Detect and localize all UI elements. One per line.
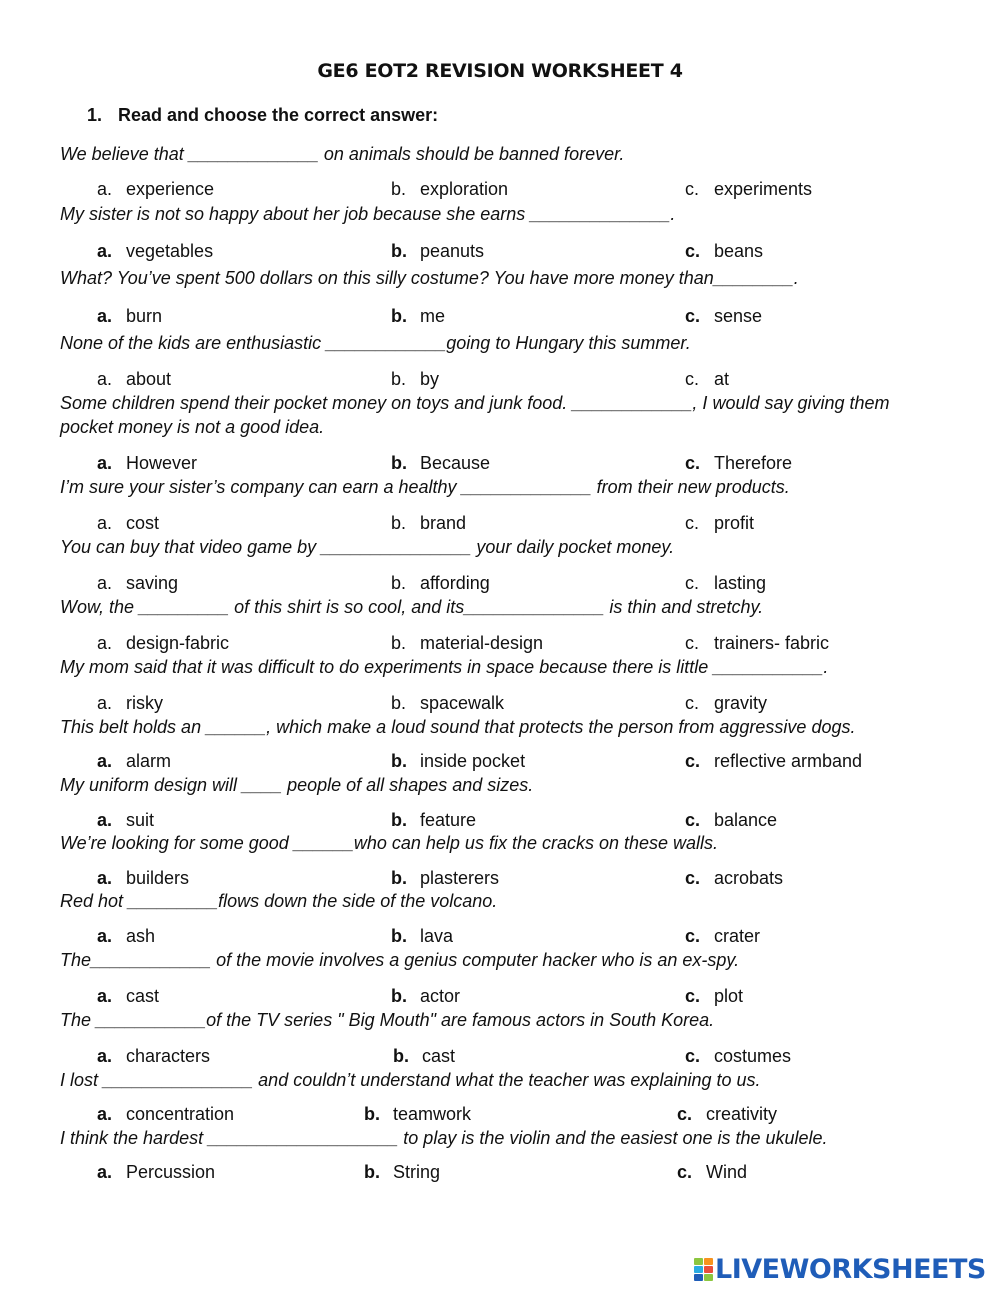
option-text: plot (714, 986, 744, 1006)
question-text: None of the kids are enthusiastic ____________going to Hungary this summer. (60, 333, 691, 353)
answer-option-c[interactable] (685, 367, 729, 391)
option-text: beans (714, 241, 764, 261)
liveworksheets-logo-icon (694, 1258, 713, 1281)
answer-option-a[interactable] (97, 631, 229, 655)
option-letter: b. (391, 306, 407, 326)
answer-option-c[interactable] (685, 984, 743, 1008)
option-text: trainers- fabric (714, 633, 830, 653)
option-letter: c. (685, 306, 701, 326)
option-text: crater (714, 926, 761, 946)
option-text: balance (714, 810, 778, 830)
option-letter: a. (97, 1104, 113, 1124)
answer-option-b[interactable] (391, 304, 445, 328)
option-letter: b. (393, 1046, 409, 1066)
option-letter: c. (685, 751, 701, 771)
question-text: My mom said that it was difficult to do experiments in space because there is little ___________. (60, 657, 829, 677)
option-letter: b. (364, 1162, 380, 1182)
question-text: My sister is not so happy about her job because she earns ______________. (60, 204, 676, 224)
answer-option-b[interactable] (391, 924, 453, 948)
option-letter: a. (97, 573, 113, 593)
option-text: Because (420, 453, 491, 473)
answer-option-b[interactable] (364, 1102, 471, 1126)
question-text: What? You’ve spent 500 dollars on this silly costume? You have more money than________. (60, 268, 799, 288)
option-letter: c. (685, 868, 701, 888)
answer-option-a[interactable] (97, 1102, 234, 1126)
option-letter: b. (391, 986, 407, 1006)
question-text: Wow, the _________ of this shirt is so cool, and its______________ is thin and stretchy. (60, 597, 764, 617)
answer-option-c[interactable] (685, 924, 760, 948)
answer-option-b[interactable] (364, 1160, 440, 1184)
option-letter: b. (364, 1104, 380, 1124)
answer-option-a[interactable] (97, 511, 159, 535)
option-text: alarm (126, 751, 172, 771)
answer-option-c[interactable] (685, 749, 862, 773)
question-text: I lost _______________ and couldn’t understand what the teacher was explaining to us. (60, 1070, 761, 1090)
option-letter: a. (97, 633, 113, 653)
option-letter: c. (685, 633, 700, 653)
answer-option-b[interactable] (391, 631, 543, 655)
page-title: GE6 EOT2 REVISION WORKSHEET 4 (317, 60, 683, 82)
question-text: This belt holds an ______, which make a loud sound that protects the person from aggressive dogs. (60, 717, 856, 737)
answer-option-c[interactable] (685, 631, 829, 655)
option-letter: c. (685, 573, 700, 593)
option-text: cast (422, 1046, 456, 1066)
answer-option-a[interactable] (97, 177, 214, 201)
answer-option-b[interactable] (391, 367, 439, 391)
option-text: cost (126, 513, 160, 533)
option-text: material-design (420, 633, 544, 653)
option-letter: b. (391, 453, 407, 473)
question-text: We believe that _____________ on animals should be banned forever. (60, 144, 625, 164)
option-letter: b. (391, 926, 407, 946)
option-letter: c. (685, 986, 701, 1006)
answer-option-a[interactable] (97, 691, 163, 715)
answer-option-c[interactable] (685, 239, 763, 263)
option-letter: a. (97, 693, 113, 713)
option-text: cast (126, 986, 160, 1006)
option-text: costumes (714, 1046, 792, 1066)
option-text: burn (126, 306, 163, 326)
answer-option-a[interactable] (97, 1160, 215, 1184)
option-letter: a. (97, 810, 113, 830)
answer-option-c[interactable] (685, 808, 777, 832)
question-text: I think the hardest ___________________ to play is the violin and the easiest one is the ukulele. (60, 1128, 828, 1148)
option-letter: c. (685, 241, 701, 261)
answer-option-b[interactable] (391, 866, 499, 890)
option-text: lava (420, 926, 454, 946)
option-letter: a. (97, 868, 113, 888)
option-text: design-fabric (126, 633, 230, 653)
option-text: Percussion (126, 1162, 216, 1182)
answer-option-c[interactable] (685, 1044, 791, 1068)
answer-option-b[interactable] (391, 511, 466, 535)
option-letter: b. (391, 179, 407, 199)
option-letter: b. (391, 868, 407, 888)
option-text: profit (714, 513, 755, 533)
question-text: I’m sure your sister’s company can earn a healthy _____________ from their new products. (60, 477, 790, 497)
option-text: ash (126, 926, 156, 946)
option-text: brand (420, 513, 467, 533)
option-text: concentration (126, 1104, 235, 1124)
option-letter: a. (97, 1162, 113, 1182)
option-text: experiments (714, 179, 813, 199)
option-text: by (420, 369, 440, 389)
option-letter: b. (391, 513, 407, 533)
option-text: sense (714, 306, 763, 326)
answer-option-a[interactable] (97, 451, 197, 475)
option-text: acrobats (714, 868, 784, 888)
option-text: gravity (714, 693, 768, 713)
option-text: risky (126, 693, 163, 713)
option-text: suit (126, 810, 155, 830)
option-letter: a. (97, 986, 113, 1006)
brand-logo (694, 1252, 986, 1286)
option-letter: b. (391, 751, 407, 771)
option-text: plasterers (420, 868, 500, 888)
answer-option-a[interactable] (97, 367, 171, 391)
answer-option-a[interactable] (97, 571, 178, 595)
answer-option-c[interactable] (677, 1102, 777, 1126)
option-text: exploration (420, 179, 509, 199)
option-letter: c. (685, 926, 701, 946)
option-letter: a. (97, 1046, 113, 1066)
option-text: However (126, 453, 198, 473)
option-letter: b. (391, 241, 407, 261)
option-letter: c. (685, 1046, 701, 1066)
answer-option-c[interactable] (685, 304, 762, 328)
option-text: inside pocket (420, 751, 526, 771)
option-letter: c. (685, 369, 700, 389)
option-text: builders (126, 868, 190, 888)
answer-option-c[interactable] (685, 177, 812, 201)
option-letter: a. (97, 926, 113, 946)
option-letter: a. (97, 241, 113, 261)
option-letter: c. (685, 693, 700, 713)
question-text: We’re looking for some good ______who can help us fix the cracks on these walls. (60, 833, 719, 853)
answer-option-a[interactable] (97, 239, 213, 263)
option-text: at (714, 369, 730, 389)
brand-text: LIVEWORKSHEETS (715, 1253, 986, 1285)
option-letter: c. (685, 513, 700, 533)
option-text: Wind (706, 1162, 748, 1182)
option-text: reflective armband (714, 751, 863, 771)
answer-option-c[interactable] (685, 451, 792, 475)
answer-option-a[interactable] (97, 924, 155, 948)
answer-option-c[interactable] (685, 691, 767, 715)
option-text: characters (126, 1046, 211, 1066)
answer-option-a[interactable] (97, 304, 162, 328)
option-letter: c. (677, 1104, 693, 1124)
option-letter: a. (97, 306, 113, 326)
option-text: spacewalk (420, 693, 505, 713)
answer-option-a[interactable] (97, 1044, 210, 1068)
option-letter: b. (391, 573, 407, 593)
option-letter: a. (97, 513, 113, 533)
answer-option-b[interactable] (391, 239, 484, 263)
option-text: saving (126, 573, 179, 593)
option-text: peanuts (420, 241, 485, 261)
answer-option-c[interactable] (685, 511, 754, 535)
answer-option-c[interactable] (685, 571, 766, 595)
option-letter: a. (97, 751, 113, 771)
section-label: Read and choose the correct answer: (118, 105, 439, 125)
option-text: experience (126, 179, 215, 199)
option-letter: c. (685, 179, 700, 199)
answer-option-b[interactable] (391, 984, 460, 1008)
section-heading (87, 105, 438, 126)
option-letter: c. (685, 810, 701, 830)
option-text: creativity (706, 1104, 778, 1124)
option-text: lasting (714, 573, 767, 593)
option-letter: a. (97, 369, 113, 389)
option-letter: c. (685, 453, 701, 473)
question-text: Some children spend their pocket money on toys and junk food. ____________, I would say giving them pocket money is not a good idea. (60, 393, 895, 437)
answer-option-b[interactable] (391, 808, 476, 832)
answer-option-b[interactable] (391, 691, 504, 715)
answer-option-b[interactable] (391, 749, 525, 773)
answer-option-a[interactable] (97, 749, 171, 773)
option-letter: b. (391, 633, 407, 653)
question-text: Red hot _________flows down the side of the volcano. (60, 891, 498, 911)
section-number: 1. (87, 105, 103, 125)
question-text: The____________ of the movie involves a genius computer hacker who is an ex-spy. (60, 950, 740, 970)
answer-option-a[interactable] (97, 984, 159, 1008)
option-text: String (393, 1162, 441, 1182)
option-letter: b. (391, 369, 407, 389)
option-letter: a. (97, 179, 113, 199)
option-text: me (420, 306, 446, 326)
answer-option-a[interactable] (97, 866, 189, 890)
answer-option-b[interactable] (391, 177, 508, 201)
option-text: vegetables (126, 241, 214, 261)
question-text: My uniform design will ____ people of all shapes and sizes. (60, 775, 534, 795)
option-text: Therefore (714, 453, 793, 473)
question-text: The ___________of the TV series " Big Mouth" are famous actors in South Korea. (60, 1010, 715, 1030)
option-text: teamwork (393, 1104, 472, 1124)
option-text: feature (420, 810, 477, 830)
option-text: affording (420, 573, 490, 593)
answer-option-c[interactable] (677, 1160, 747, 1184)
answer-option-b[interactable] (391, 571, 490, 595)
answer-option-b[interactable] (391, 451, 490, 475)
option-text: about (126, 369, 172, 389)
answer-option-c[interactable] (685, 866, 783, 890)
answer-option-b[interactable] (393, 1044, 455, 1068)
option-letter: a. (97, 453, 113, 473)
option-letter: b. (391, 693, 407, 713)
option-letter: b. (391, 810, 407, 830)
option-text: actor (420, 986, 461, 1006)
option-letter: c. (677, 1162, 693, 1182)
question-text: You can buy that video game by _______________ your daily pocket money. (60, 537, 675, 557)
answer-option-a[interactable] (97, 808, 154, 832)
